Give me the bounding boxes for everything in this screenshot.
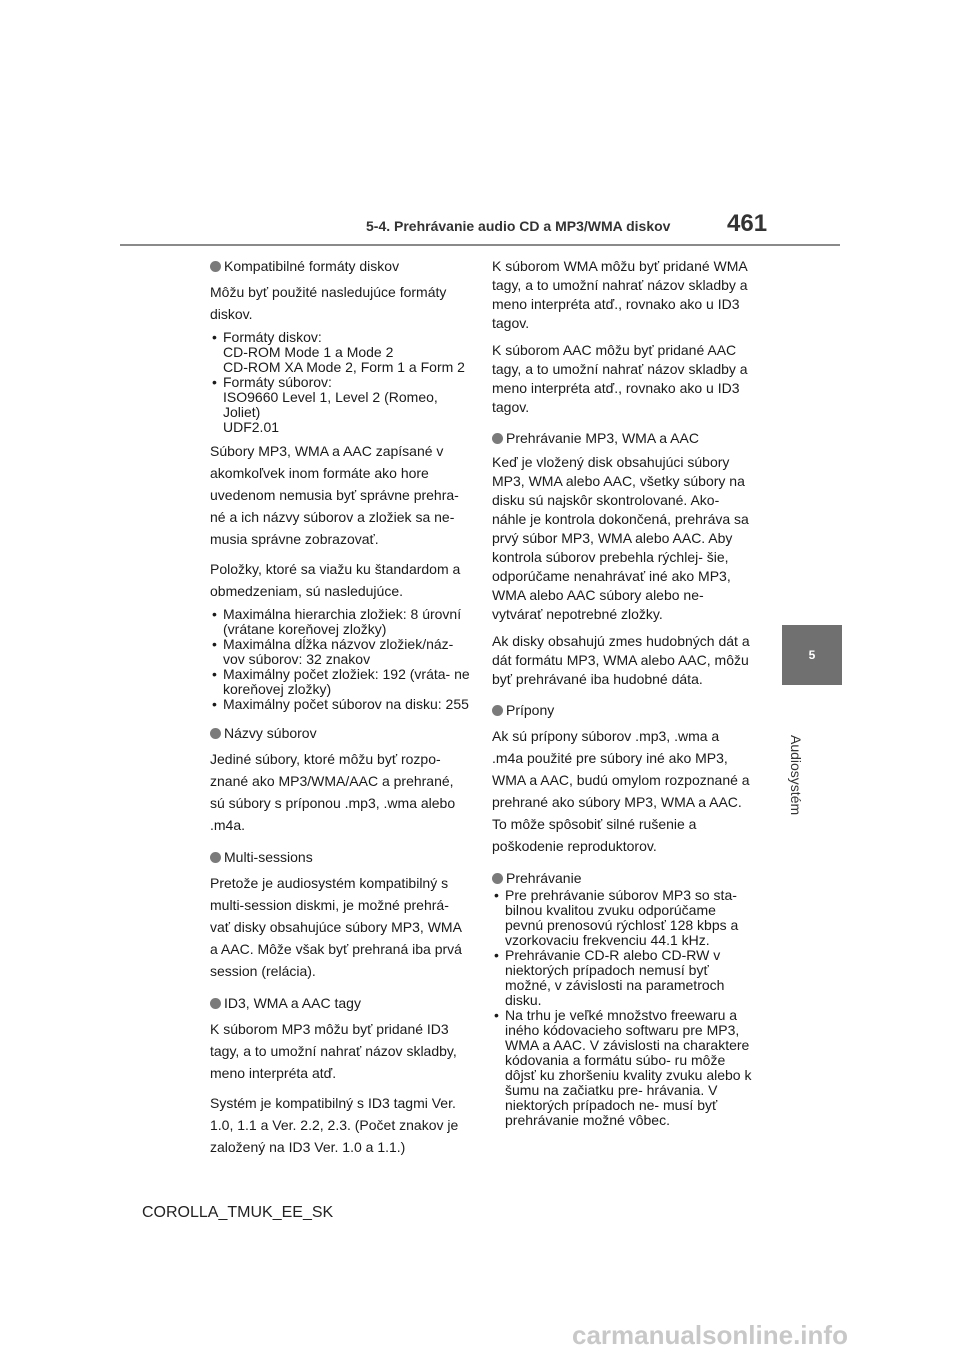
section-heading-playback <box>492 869 752 888</box>
paragraph: Ak sú prípony súborov .mp3, .wma a .m4a použité pre súbory iné ako MP3, WMA a AAC, budú omylom rozpoznané a prehrané ako súbory MP3, WMA a AAC. To môže spôsobiť silné rušenie a poškodenie reproduktorov. <box>492 728 750 854</box>
limits-list <box>210 607 470 712</box>
paragraph: Jediné súbory, ktoré môžu byť rozpo- znané ako MP3/WMA/AAC a prehrané, sú súbory s príponou .mp3, .wma alebo .m4a. <box>210 751 456 833</box>
paragraph: Systém je kompatibilný s ID3 tagmi Ver. 1.0, 1.1 a Ver. 2.2, 2.3. (Počet znakov je založený na ID3 Ver. 1.0 a 1.1.) <box>210 1095 459 1155</box>
section-header-title: 5-4. Prehrávanie audio CD a MP3/WMA diskov <box>366 218 671 234</box>
paragraph: Pretože je audiosystém kompatibilný s multi-session diskmi, je možné prehrá- vať disky obsahujúce súbory MP3, WMA a AAC. Môže však byť prehraná iba prvá session (relácia). <box>210 875 462 979</box>
list-item: • Na trhu je veľké množstvo freewaru a iného kódovacieho softwaru pre MP3, WMA a AAC. V závislosti na charaktere kódovania a formátu súbo- ru môže dôjsť ku zhoršeniu kvality zvuku alebo k šumu na začiatku pre- hrávania. V niektorých prípadoch ne- musí byť prehrávanie možné vôbec. <box>492 1008 752 1128</box>
paragraph: K súborom WMA môžu byť pridané WMA tagy, a to umožní nahrať názov skladby a meno interpréta atď., rovnako ako u ID3 tagov. <box>492 258 748 331</box>
paragraph: K súborom MP3 môžu byť pridané ID3 tagy, a to umožní nahrať názov skladby, meno interpréta atď. <box>210 1021 457 1081</box>
paragraph: Položky, ktoré sa viažu ku štandardom a obmedzeniam, sú nasledujúce. <box>210 561 461 599</box>
list-line: UDF2.01 <box>223 419 280 435</box>
list-item: • Maximálny počet súborov na disku: 255 <box>210 697 470 712</box>
bullet-circle-icon <box>210 261 221 272</box>
paragraph: Ak disky obsahujú zmes hudobných dát a dát formátu MP3, WMA alebo AAC, môžu byť prehrávané iba hudobné dáta. <box>492 633 750 687</box>
list-item: • Maximálna hierarchia zložiek: 8 úrovní (vrátane koreňovej zložky) <box>210 607 470 637</box>
bullet-circle-icon <box>492 433 503 444</box>
section-heading-playback-mp3 <box>492 429 752 448</box>
heading-text: Prehrávanie <box>506 870 582 886</box>
section-heading-tags <box>210 994 470 1013</box>
paragraph: Keď je vložený disk obsahujúci súbory MP3, WMA alebo AAC, všetky súbory na disku sú najskôr skontrolované. Ako- náhle je kontrola dokončená, prehráva sa prvý súbor MP3, WMA alebo AAC. Aby kontrola súborov prebehla rýchlej- šie, odporúčame nenahrávať iné ako MP3, WMA alebo AAC súbory alebo ne- vytvárať nepotrebné zložky. <box>492 454 749 622</box>
paragraph: Môžu byť použité nasledujúce formáty diskov. <box>210 284 447 322</box>
right-column <box>492 257 752 1128</box>
heading-text: Prehrávanie MP3, WMA a AAC <box>506 430 699 446</box>
heading-text: Multi-sessions <box>224 849 313 865</box>
list-line: • Formáty diskov: <box>223 329 322 345</box>
list-line: ISO9660 Level 1, Level 2 (Romeo, Joliet) <box>223 389 438 420</box>
watermark: carmanualsonline.info <box>572 1320 848 1350</box>
section-heading-extensions <box>492 701 752 720</box>
list-line: • Formáty súborov: <box>223 374 332 390</box>
list-line: CD-ROM Mode 1 a Mode 2 <box>223 344 394 360</box>
bullet-circle-icon <box>492 873 503 884</box>
list-item: • Pre prehrávanie súborov MP3 so sta- bilnou kvalitou zvuku odporúčame pevnú prenosovú rýchlosť 128 kbps a vzorkovaciu frekvenciu 44.1 kHz. <box>492 888 752 948</box>
heading-text: Kompatibilné formáty diskov <box>224 258 400 274</box>
list-line: CD-ROM XA Mode 2, Form 1 a Form 2 <box>223 359 465 375</box>
page-number: 461 <box>727 210 768 237</box>
format-list <box>210 330 470 435</box>
paragraph: K súborom AAC môžu byť pridané AAC tagy, a to umožní nahrať názov skladby a meno interpréta atď., rovnako ako u ID3 tagov. <box>492 342 748 415</box>
list-item: • Maximálna dĺžka názvov zložiek/náz- vov súborov: 32 znakov <box>210 637 470 667</box>
chapter-tab-label: Audiosystém <box>788 735 804 816</box>
list-item <box>210 330 470 375</box>
playback-list <box>492 888 752 1128</box>
list-item: • Prehrávanie CD-R alebo CD-RW v niektorých prípadoch nemusí byť možné, v závislosti na parametroch disku. <box>492 948 752 1008</box>
header-divider <box>120 244 840 246</box>
list-item: • Maximálny počet zložiek: 192 (vráta- ne koreňovej zložky) <box>210 667 470 697</box>
section-heading-file-names <box>210 724 470 743</box>
bullet-circle-icon <box>210 852 221 863</box>
section-heading-multi-sessions <box>210 848 470 867</box>
paragraph: Súbory MP3, WMA a AAC zapísané v akomkoľvek inom formáte ako hore uvedenom nemusia byť správne prehra- né a ich názvy súborov a zložiek sa ne- musia správne zobrazovať. <box>210 443 459 547</box>
bullet-circle-icon <box>492 705 503 716</box>
heading-text: Názvy súborov <box>224 725 317 741</box>
heading-text: Prípony <box>506 702 555 718</box>
left-column <box>210 257 470 1158</box>
heading-text: ID3, WMA a AAC tagy <box>224 995 361 1011</box>
list-item <box>210 375 470 435</box>
bullet-circle-icon <box>210 998 221 1009</box>
chapter-tab-number: 5 <box>808 648 816 662</box>
section-heading-compatible-formats <box>210 257 470 276</box>
bullet-circle-icon <box>210 728 221 739</box>
chapter-tab <box>782 625 842 685</box>
document-code: COROLLA_TMUK_EE_SK <box>142 1204 334 1221</box>
